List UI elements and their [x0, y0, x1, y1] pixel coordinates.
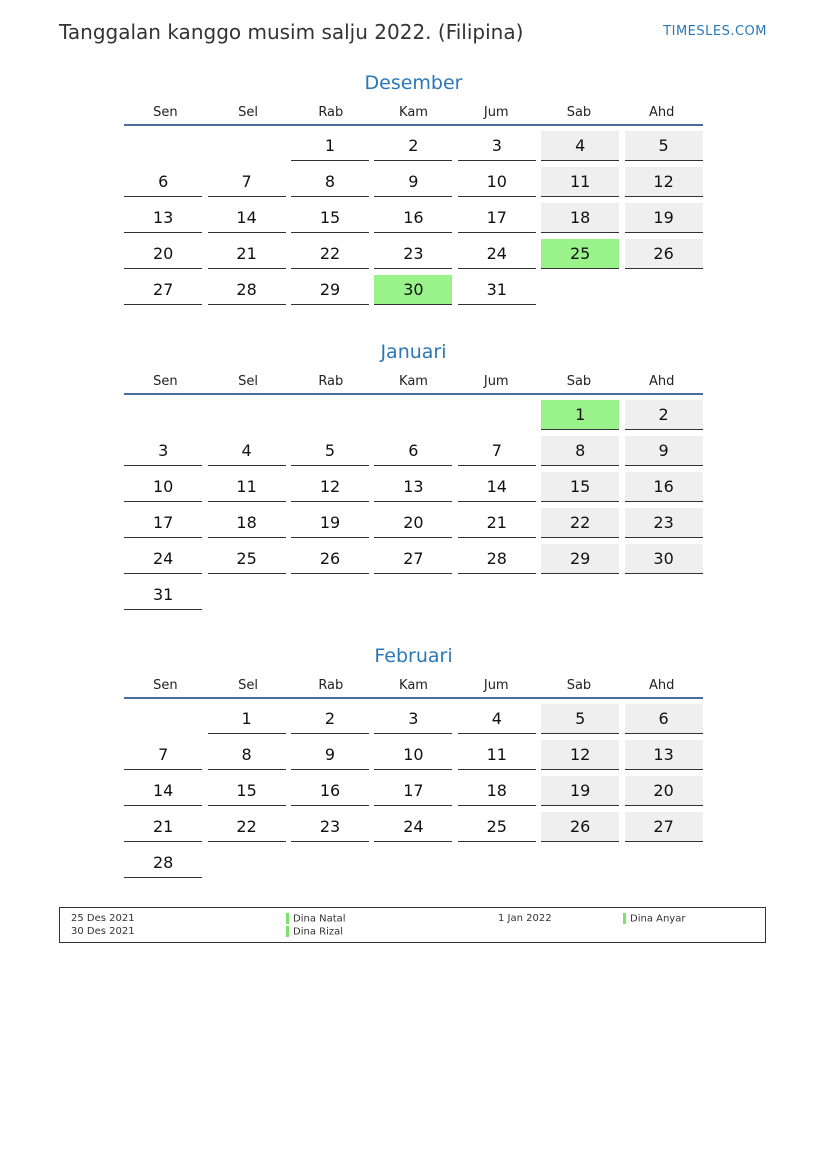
weekday-label: Sab [566, 104, 592, 120]
day-cell: 25 [541, 239, 619, 269]
weekday-label: Sab [566, 677, 592, 693]
weekday-label: Jum [483, 677, 509, 693]
day-cell: 9 [374, 167, 452, 197]
day-cell: 3 [458, 131, 536, 161]
day-cell: 26 [291, 544, 369, 574]
day-cell: 7 [208, 167, 286, 197]
month-title: Januari [380, 341, 447, 363]
legend-holiday-name: Dina Rizal [293, 926, 344, 938]
weekday-label: Sel [238, 373, 259, 389]
day-cell: 27 [124, 275, 202, 305]
weekday-header [124, 673, 703, 699]
weekday-label: Kam [399, 677, 428, 693]
day-cell: 4 [208, 436, 286, 466]
weekday-label: Jum [483, 104, 509, 120]
month-title: Februari [374, 645, 453, 667]
day-cell: 27 [374, 544, 452, 574]
day-cell: 6 [374, 436, 452, 466]
weekday-header [124, 100, 703, 126]
legend-holiday-name: Dina Natal [293, 913, 346, 925]
day-cell: 16 [374, 203, 452, 233]
day-cell: 1 [541, 400, 619, 430]
day-cell: 22 [291, 239, 369, 269]
day-cell: 30 [374, 275, 452, 305]
day-cell: 20 [625, 776, 703, 806]
day-cell: 19 [541, 776, 619, 806]
weekday-label: Rab [318, 677, 344, 693]
weekday-label: Sen [153, 677, 178, 693]
day-cell: 31 [458, 275, 536, 305]
day-cell: 14 [208, 203, 286, 233]
weekday-header [124, 369, 703, 395]
weekday-label: Ahd [648, 104, 675, 120]
day-cell: 9 [625, 436, 703, 466]
day-cell: 10 [458, 167, 536, 197]
day-cell: 2 [625, 400, 703, 430]
day-cell: 21 [124, 812, 202, 842]
day-cell: 23 [374, 239, 452, 269]
weekday-label: Rab [318, 104, 344, 120]
weekday-label: Sel [238, 677, 259, 693]
day-cell: 15 [291, 203, 369, 233]
day-cell: 18 [458, 776, 536, 806]
day-cell: 8 [291, 167, 369, 197]
day-cell: 15 [541, 472, 619, 502]
day-cell: 7 [124, 740, 202, 770]
day-cell: 9 [291, 740, 369, 770]
day-cell: 14 [124, 776, 202, 806]
day-cell: 18 [541, 203, 619, 233]
day-cell: 21 [208, 239, 286, 269]
day-cell: 26 [625, 239, 703, 269]
day-cell: 30 [625, 544, 703, 574]
day-cell: 10 [124, 472, 202, 502]
day-cell: 4 [458, 704, 536, 734]
day-cell: 1 [291, 131, 369, 161]
day-cell: 27 [625, 812, 703, 842]
day-cell: 20 [124, 239, 202, 269]
day-cell: 4 [541, 131, 619, 161]
day-cell: 11 [458, 740, 536, 770]
month-calendar [124, 66, 703, 299]
day-cell: 3 [124, 436, 202, 466]
day-cell: 2 [374, 131, 452, 161]
day-cell: 3 [374, 704, 452, 734]
day-cell: 14 [458, 472, 536, 502]
day-cell: 11 [208, 472, 286, 502]
site-link[interactable]: TIMESLES.COM [663, 24, 767, 39]
day-cell: 24 [458, 239, 536, 269]
day-cell: 5 [541, 704, 619, 734]
holiday-color-marker [286, 926, 289, 937]
weekday-label: Ahd [648, 373, 675, 389]
day-cell: 21 [458, 508, 536, 538]
holiday-color-marker [286, 913, 289, 924]
weekday-label: Sen [153, 373, 178, 389]
legend-date: 30 Des 2021 [71, 926, 135, 937]
day-cell: 6 [124, 167, 202, 197]
day-cell: 22 [208, 812, 286, 842]
day-cell: 8 [541, 436, 619, 466]
day-cell: 8 [208, 740, 286, 770]
day-cell: 17 [458, 203, 536, 233]
month-title: Desember [364, 72, 463, 94]
day-cell: 26 [541, 812, 619, 842]
day-cell: 5 [291, 436, 369, 466]
legend-holiday [623, 913, 685, 925]
day-cell: 19 [291, 508, 369, 538]
day-cell: 28 [458, 544, 536, 574]
weekday-label: Sel [238, 104, 259, 120]
legend-holiday [286, 913, 346, 925]
legend-holiday [286, 926, 343, 938]
month-calendar [124, 639, 703, 872]
day-cell: 28 [124, 848, 202, 878]
holiday-legend [59, 907, 766, 943]
day-cell: 1 [208, 704, 286, 734]
day-cell: 17 [374, 776, 452, 806]
day-cell: 25 [208, 544, 286, 574]
weekday-label: Rab [318, 373, 344, 389]
day-cell: 5 [625, 131, 703, 161]
day-cell: 20 [374, 508, 452, 538]
day-cell: 17 [124, 508, 202, 538]
day-cell: 28 [208, 275, 286, 305]
day-cell: 12 [541, 740, 619, 770]
day-cell: 23 [291, 812, 369, 842]
legend-date: 25 Des 2021 [71, 913, 135, 924]
day-cell: 12 [625, 167, 703, 197]
day-cell: 19 [625, 203, 703, 233]
day-cell: 31 [124, 580, 202, 610]
day-cell: 24 [124, 544, 202, 574]
weekday-label: Ahd [648, 677, 675, 693]
day-cell: 29 [291, 275, 369, 305]
day-cell: 7 [458, 436, 536, 466]
weekday-label: Kam [399, 373, 428, 389]
day-cell: 6 [625, 704, 703, 734]
day-cell: 16 [291, 776, 369, 806]
day-cell: 12 [291, 472, 369, 502]
weekday-label: Kam [399, 104, 428, 120]
day-cell: 13 [625, 740, 703, 770]
day-cell: 24 [374, 812, 452, 842]
legend-holiday-name: Dina Anyar [630, 913, 686, 925]
day-cell: 11 [541, 167, 619, 197]
holiday-color-marker [623, 913, 626, 924]
weekday-label: Jum [483, 373, 509, 389]
day-cell: 10 [374, 740, 452, 770]
weekday-label: Sab [566, 373, 592, 389]
day-cell: 2 [291, 704, 369, 734]
day-cell: 16 [625, 472, 703, 502]
day-cell: 29 [541, 544, 619, 574]
day-cell: 13 [124, 203, 202, 233]
day-cell: 22 [541, 508, 619, 538]
page-title: Tanggalan kanggo musim salju 2022. (Filipina) [59, 20, 524, 44]
day-cell: 23 [625, 508, 703, 538]
day-cell: 25 [458, 812, 536, 842]
day-cell: 15 [208, 776, 286, 806]
legend-date: 1 Jan 2022 [498, 913, 552, 924]
weekday-label: Sen [153, 104, 178, 120]
day-cell: 13 [374, 472, 452, 502]
day-cell: 18 [208, 508, 286, 538]
month-calendar [124, 335, 703, 604]
